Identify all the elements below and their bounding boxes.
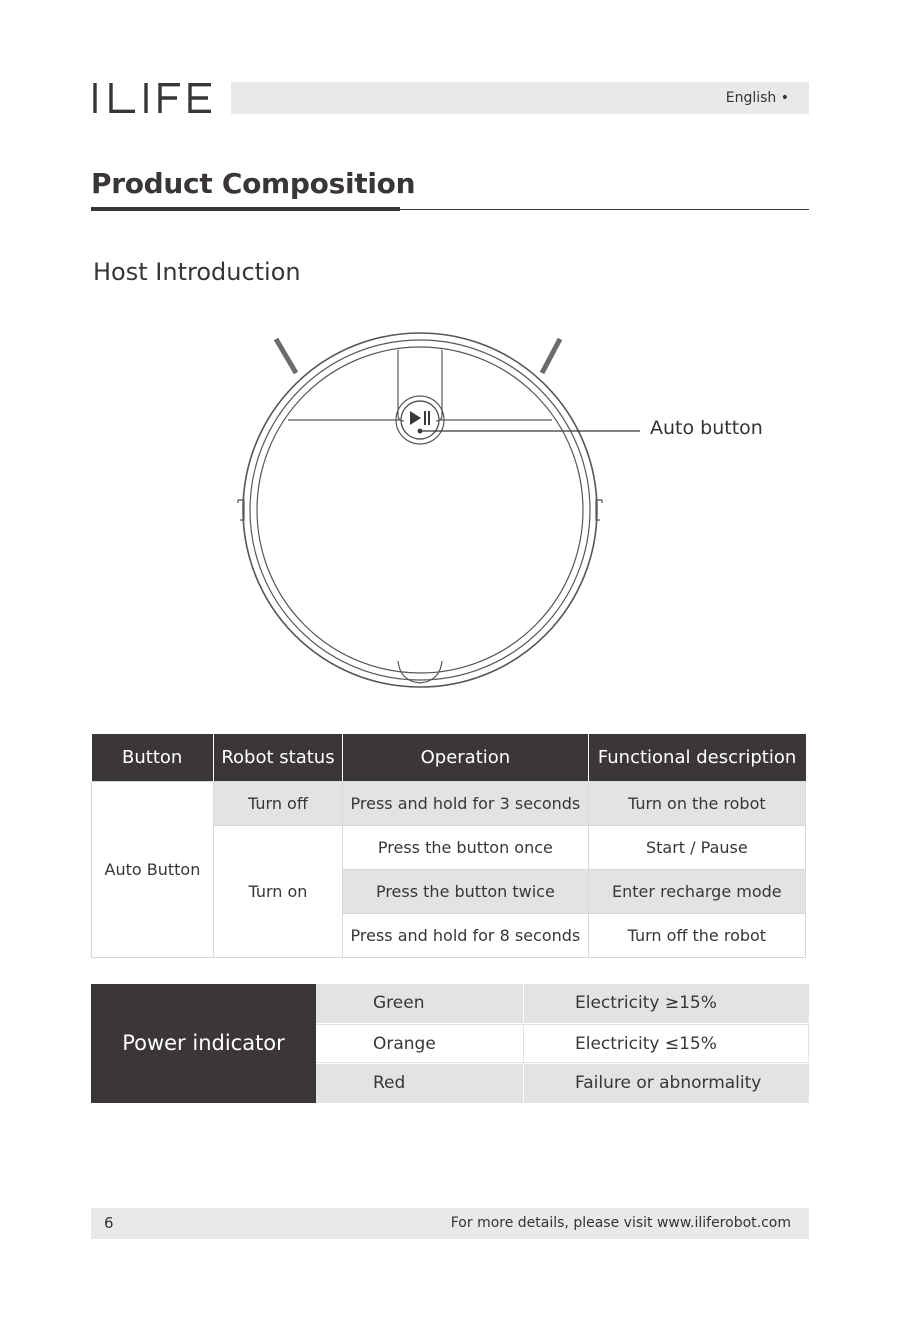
header-operation: Operation [343,734,589,782]
indicator-meaning: Electricity ≥15% [575,993,717,1013]
status-cell: Turn on [213,826,342,958]
description-cell: Turn on the robot [588,782,805,826]
table-row [92,782,806,826]
header-button: Button [92,734,214,782]
button-operation-table [91,734,806,958]
button-name-cell: Auto Button [92,782,214,958]
footer-website-text: For more details, please visit www.iliferobot.com [450,1215,791,1231]
table-header-row [92,734,806,782]
power-indicator-row [316,984,809,1023]
column-divider [523,1064,524,1103]
title-rule-accent [91,207,400,211]
indicator-meaning: Failure or abnormality [575,1073,762,1093]
header-bar [231,82,809,114]
indicator-meaning: Electricity ≤15% [575,1034,717,1054]
section-title: Product Composition [91,167,416,200]
description-cell: Start / Pause [588,826,805,870]
header-robot-status: Robot status [213,734,342,782]
operation-cell: Press and hold for 3 seconds [343,782,589,826]
header-functional-description: Functional description [588,734,805,782]
power-indicator-label: Power indicator [91,984,316,1103]
language-label: English • [725,90,789,106]
column-divider [523,984,524,1023]
indicator-color: Red [373,1073,406,1093]
indicator-color: Green [373,993,425,1013]
operation-cell: Press and hold for 8 seconds [343,914,589,958]
page-number: 6 [104,1214,114,1232]
robot-top-view-diagram [230,325,650,694]
subsection-title: Host Introduction [93,258,301,286]
power-indicator-row [316,1024,809,1063]
power-indicator-row [316,1064,809,1103]
brand-logo [91,80,213,120]
description-cell: Turn off the robot [588,914,805,958]
column-divider [523,1025,524,1064]
auto-button-callout: Auto button [650,417,763,439]
operation-cell: Press the button twice [343,870,589,914]
page-footer [91,1208,809,1239]
indicator-color: Orange [373,1034,436,1054]
description-cell: Enter recharge mode [588,870,805,914]
status-cell: Turn off [213,782,342,826]
operation-cell: Press the button once [343,826,589,870]
